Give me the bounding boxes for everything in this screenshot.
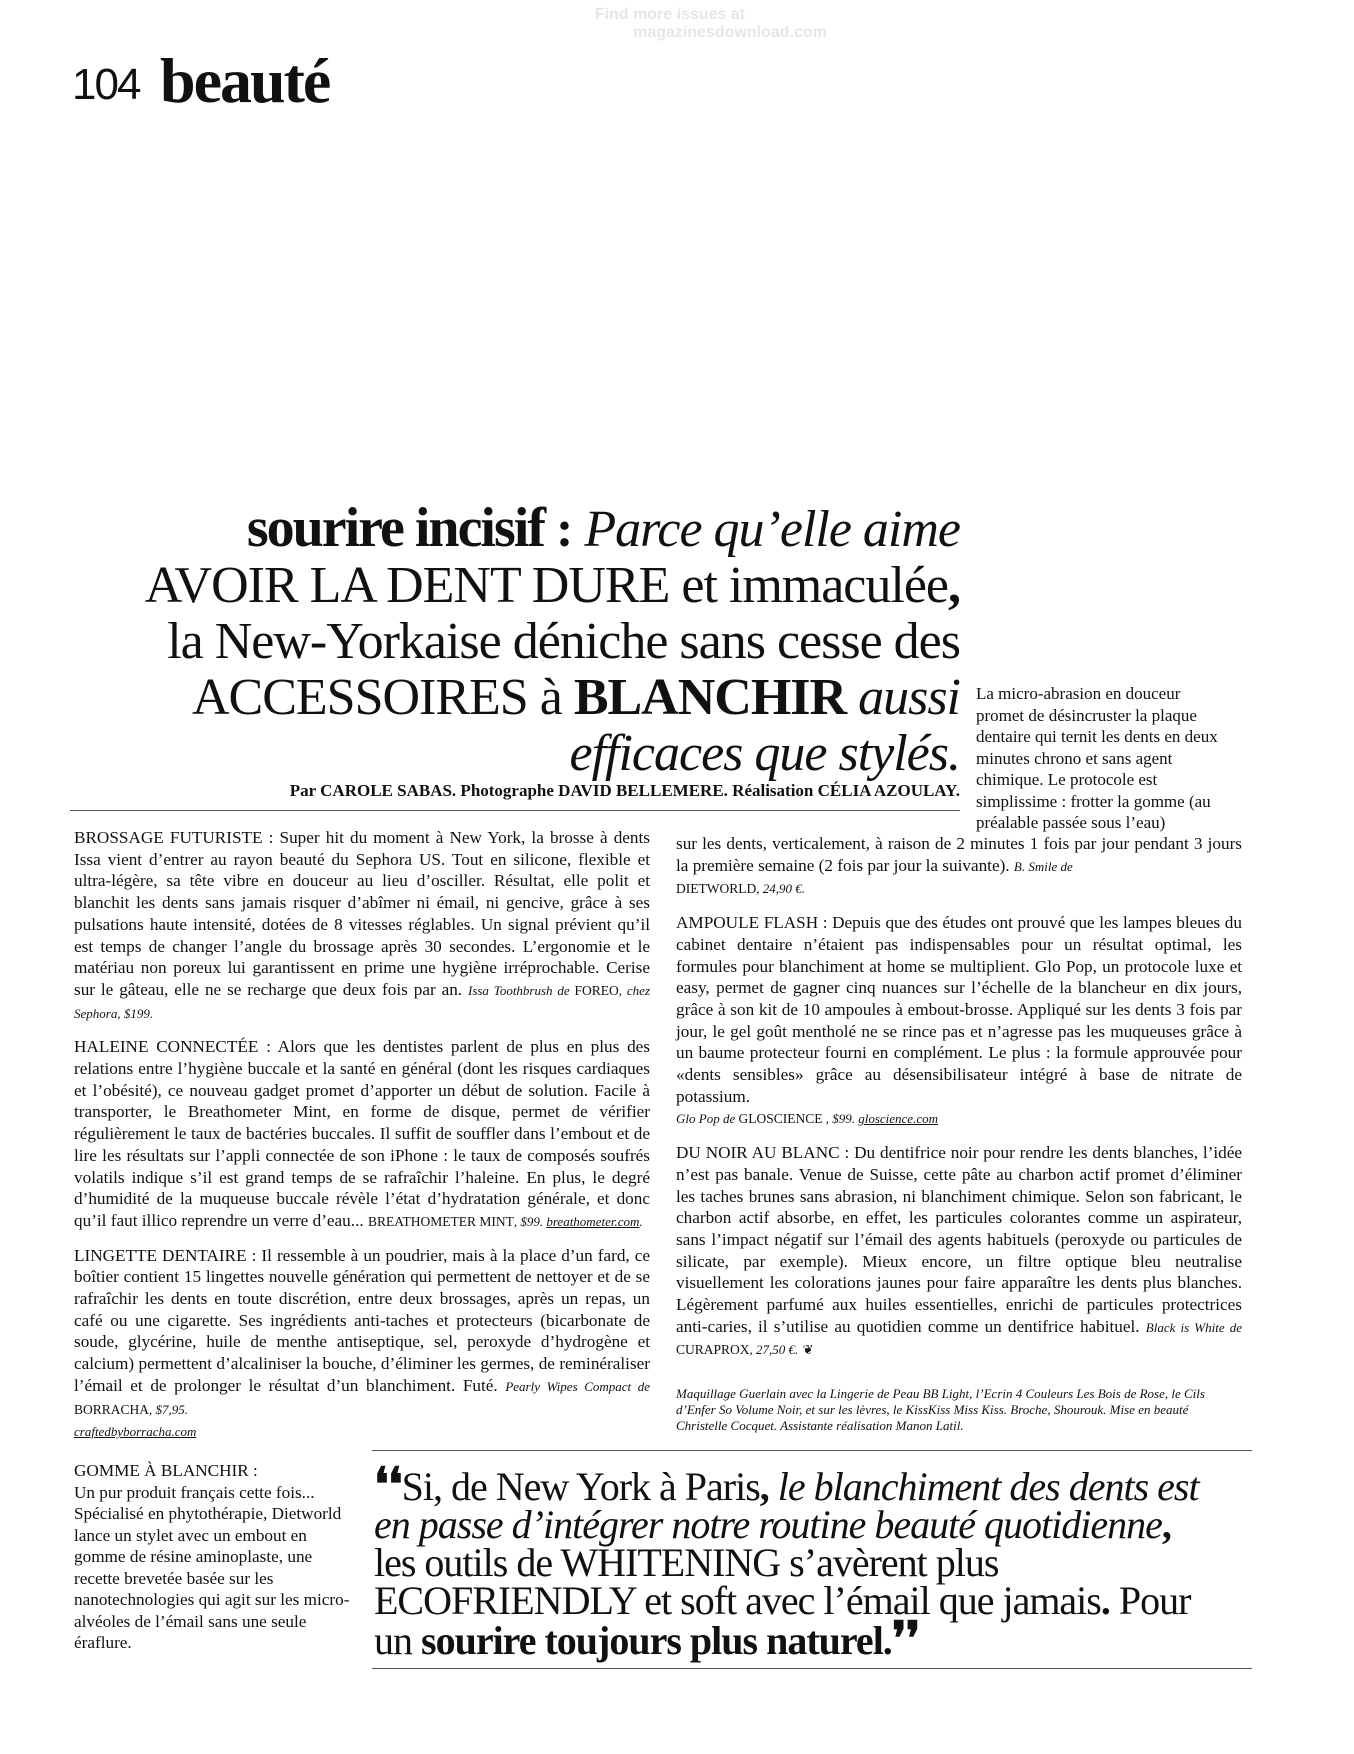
quote-open-icon: ❛❛ [374, 1459, 402, 1510]
headline-s6: BLANCHIR [573, 669, 847, 726]
article-body: Il ressemble à un poudrier, mais à la place d’un fard, ce boîtier contient 15 lingettes nouvelle génération qui permettent de nettoyer et de se rafraîchir les dents en toute discrétion, entre deux brossages, après un repas, un café ou une cigarette. Ses ingrédients anti-taches et protecteurs (bicarbonate de soude, glycérine, huile de menthe antiseptique, sel, peroxyde d’hydrogène et calcium) permettent d’alcaliniser la bouche, d’éliminer les germes, de reminéraliser l’émail et de prolonger le résultat d’un blanchiment. Futé. [74, 1245, 650, 1395]
headline-s7: aussi efficaces que stylés. [569, 669, 960, 782]
headline-rule [70, 810, 960, 811]
byline: Par CAROLE SABAS. Photographe DAVID BELLEMERE. Réalisation CÉLIA AZOULAY. [289, 781, 960, 800]
quote-part1: Si, de New York à Paris [401, 1464, 760, 1509]
article-title: HALEINE CONNECTÉE : [74, 1037, 278, 1057]
product-price: , 27,50 €. [749, 1342, 799, 1358]
headline-s2: AVOIR LA DENT DURE [144, 557, 670, 614]
product-credit: Glo Pop de [676, 1111, 739, 1127]
quote-part5: les outils de WHITENING s’avèrent plus ECOFRIENDLY et soft avec l’émail que jamais [374, 1540, 1101, 1623]
article-body: sur les dents, verticalement, à raison de 2 minutes 1 fois par jour pendant 3 jours la première semaine (2 fois par jour la suivante). [676, 834, 1242, 875]
product-brand: CURAPROX [676, 1342, 750, 1358]
product-link[interactable]: breathometer.com [546, 1213, 640, 1229]
product-price: , $99. [822, 1111, 859, 1127]
headline-s5: la New-Yorkaise déniche sans cesse des ACCESSOIRES à [167, 613, 960, 726]
product-credit: B. Smile de [1013, 858, 1073, 874]
section-title: beauté [160, 45, 330, 116]
product-brand: BORRACHA [74, 1401, 150, 1417]
article-body: Un pur produit français cette fois... Spécialisé en phytothérapie, Dietworld lance un stylet avec un embout en gomme de résine aminoplaste, une recette brevetée basée sur les nanotechnologies qui agit sur les micro-alvéoles de l’émail sans une seule éraflure. [74, 1482, 350, 1652]
quote-part7: Pour un [374, 1578, 1191, 1663]
quote-part8: sourire toujours plus naturel. [421, 1618, 892, 1663]
product-brand: GLOSCIENCE [738, 1111, 823, 1127]
quote-rule-bottom [372, 1668, 1252, 1669]
headline-s4: , [948, 557, 960, 614]
article-noir-blanc [676, 1142, 1242, 1361]
headline-kicker: sourire incisif [246, 497, 544, 559]
product-price: , chez Sephora, $199. [74, 982, 650, 1021]
pull-quote [374, 1459, 1214, 1664]
product-price: , $99. [513, 1213, 547, 1229]
headline-s1: Parce qu’elle aime [584, 501, 960, 558]
side-continuation [676, 833, 1242, 900]
article-haleine [74, 1036, 650, 1232]
product-link[interactable]: gloscience.com [858, 1111, 938, 1127]
watermark [470, 6, 870, 42]
article-body: Super hit du moment à New York, la brosse à dents Issa vient d’entrer au rayon beauté du Sephora US. Tout en silicone, flexible et ultra-légère, sa tête vibre en douceur au lieu d’osciller. Résultat, elle polit et blanchit les dents sans jamais risquer d’abîmer ni émail, ni gencive, grâce à ses pulsations haute intensité, dotées de 8 vitesses réglables. Un signal prévient qu’il est temps de changer l’angle du brossage après 30 secondes. L’ergonomie et le matériau non poreux lui garantissent en prime une hygiène irréprochable. Cerise sur le gâteau, elle ne se recharge que deux fois par an. [74, 828, 650, 999]
quote-part6: . [1100, 1578, 1119, 1623]
product-brand: FOREO [574, 982, 619, 998]
page-number: 104 [72, 60, 140, 109]
product-link[interactable]: craftedbyborracha.com [74, 1424, 197, 1440]
article-body: Alors que les dentistes parlent de plus en plus des relations entre l’hygiène buccale et la santé en général (dont les risques cardiaques et l’obésité), ce nouveau gadget promet d’apporter un début de solution. Facile à transporter, le Breathometer Mint, en forme de disque, permet de vérifier régulièrement le taux de bactéries buccales. Il suffit de souffler dans l’embout et de lire les résultats sur l’appli connectée de son iPhone : le taux de composés soufrés volatils indique s’il est grand temps de se rafraîchir l’haleine. En plus, le degré d’humidité de la muqueuse buccale révèle l’état d’hydratation générale, et donc qu’il faut illico reprendre un verre d’eau... [74, 1037, 650, 1230]
quote-part2: , [759, 1464, 778, 1509]
quote-part4: , [1161, 1502, 1171, 1547]
punctuation: . [639, 1213, 643, 1229]
end-mark-icon: ❦ [802, 1342, 814, 1358]
product-credit: Pearly Wipes Compact de [505, 1378, 650, 1394]
headline [140, 497, 960, 782]
watermark-line2: magazinesdownload.com [633, 24, 827, 41]
article-brossage [74, 827, 650, 1024]
article-title: BROSSAGE FUTURISTE : [74, 828, 280, 847]
side-text: La micro-abrasion en douceur promet de désincruster la plaque dentaire qui ternit les dents en deux minutes chrono et sans agent chimique. Le protocole est simplissime : frotter la gomme (au préalable passée sous l’eau) [976, 684, 1218, 832]
article-ampoule [676, 912, 1242, 1130]
right-column [676, 833, 1242, 1373]
product-brand: BREATHOMETER MINT [367, 1213, 514, 1229]
quote-rule-top [372, 1450, 1252, 1451]
article-title: GOMME À BLANCHIR : [74, 1461, 258, 1480]
article-title: DU NOIR AU BLANC : [676, 1143, 855, 1163]
watermark-line1: Find more issues at [594, 6, 746, 23]
article-lingette [74, 1245, 650, 1443]
article-title: AMPOULE FLASH : [676, 913, 833, 933]
quote-close-icon: ❜❜ [891, 1613, 920, 1664]
product-brand: DIETWORLD [676, 881, 757, 897]
headline-s3: et immaculée [669, 557, 948, 614]
product-price: , $7,95. [149, 1401, 189, 1417]
product-credit: Issa Toothbrush de [467, 982, 575, 998]
article-body: Du dentifrice noir pour rendre les dents blanches, l’idée n’est pas banale. Venue de Suisse, cette pâte au charbon actif promet d’éliminer les taches brunes sans abrasion, ni blanchiment chimique. Selon son fabricant, le charbon actif absorbe, en effet, les particules colorantes comme un aspirateur, sans l’impact négatif sur l’émail des agents habituels (peroxyde ou particules de silicate, par exemple). Mieux encore, un filtre optique bleu neutralise visuellement les colorations jaunes pour faire apparaître les dents plus blanches. Légèrement parfumé aux huiles essentielles, enrichi de particules protectrices anti-caries, il s’utilise au quotidien comme un dentifrice habituel. [676, 1143, 1242, 1336]
product-price: , 24,90 €. [756, 881, 805, 897]
article-title: LINGETTE DENTAIRE : [74, 1245, 262, 1265]
left-column [74, 827, 650, 1443]
quote-part3: le blanchiment des dents est en passe d’intégrer notre routine beauté quotidienne [374, 1464, 1199, 1547]
article-body: Depuis que des études ont prouvé que les lampes bleues du cabinet dentaire n’étaient pas indispensables pour un résultat optimal, les formules pour blanchiment at home se multiplient. Glo Pop, un protocole luxe et easy, permet de gagner cinq nuances sur l’échelle de la blancheur en dix jours, grâce à son kit de 10 ampoules à embout-brosse. Appliqué sur les dents 3 fois par jour, le gel goût mentholé ne se rince pas et n’agresse pas les muqueuses grâce à un baume protecteur fourni en complément. Le plus : la formule approuvée pour «dents sensibles» grâce au désensibilisateur intégré à base de nitrate de potassium. [676, 913, 1242, 1106]
product-credit: Black is White de [1145, 1319, 1242, 1335]
article-gomme [74, 1460, 352, 1654]
photo-credits: Maquillage Guerlain avec la Lingerie de Peau BB Light, l’Ecrin 4 Couleurs Les Bois de Rose, le Cils d’Enfer So Volume Noir, et sur les lèvres, le KissKiss Miss Kiss. Broche, Shourouk. Mise en beauté Christelle Cocquet. Assistante réalisation Manon Latil. [676, 1386, 1205, 1433]
headline-colon: : [543, 501, 585, 558]
